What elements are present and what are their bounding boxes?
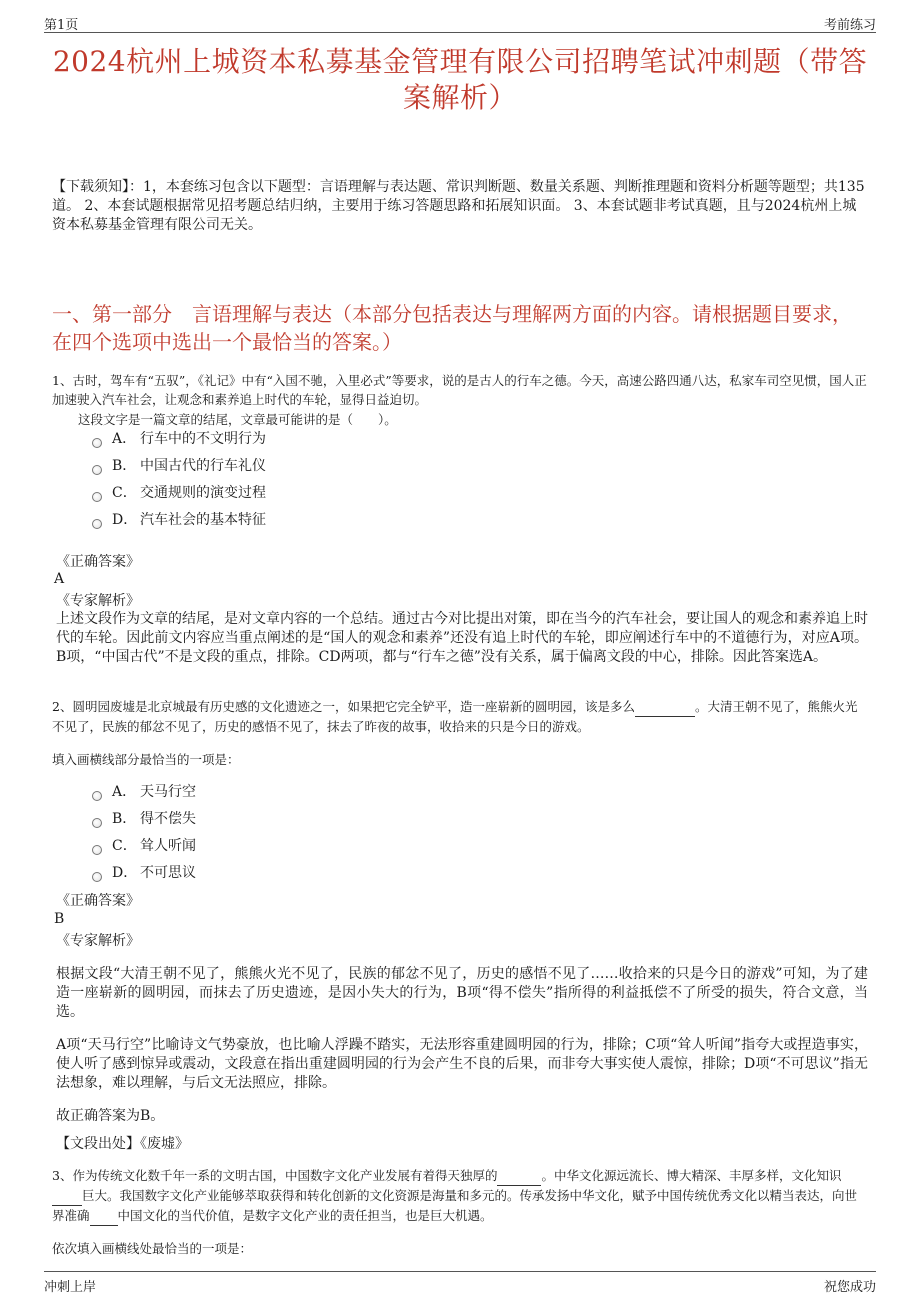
page-header bbox=[44, 10, 876, 33]
radio-icon[interactable] bbox=[92, 438, 102, 448]
radio-icon[interactable] bbox=[92, 492, 102, 502]
footer-right: 祝您成功 bbox=[823, 1280, 876, 1295]
option-b[interactable]: B． 得不偿失 bbox=[92, 806, 196, 833]
question-1-options bbox=[92, 426, 266, 534]
section-heading: 一、第一部分 言语理解与表达（本部分包括表达与理解两方面的内容。请根据题目要求，在四个选项中选出一个最恰当的答案。） bbox=[52, 302, 852, 354]
text-source: 【文段出处】《废墟》 bbox=[56, 1136, 189, 1152]
question-1-text: 1、古时，驾车有“五驭”，《礼记》中有“入国不驰，入里必式”等要求，说的是古人的行车之德。今天，高速公路四通八达，私家车司空见惯，国人正加速驶入汽车社会，让观念和素养追上时代的车轮，显得日益迫切。 bbox=[52, 373, 867, 407]
page-footer bbox=[44, 1271, 876, 1298]
option-c[interactable]: C． 耸人听闻 bbox=[92, 833, 196, 860]
option-a[interactable]: A． 天马行空 bbox=[92, 779, 196, 806]
answer-label: 《正确答案》 bbox=[56, 554, 140, 570]
question-2-text: 2、圆明园废墟是北京城最有历史感的文化遗迹之一，如果把它完全铲平，造一座崭新的圆明园，该是多么 。大清王朝不见了，熊熊火光不见了，民族的郁忿不见了，历史的感悟不见了，抹去了昨夜的故事，收拾来的只是今日的游戏。 bbox=[52, 699, 858, 734]
analysis-text: 根据文段“大清王朝不见了，熊熊火光不见了，民族的郁忿不见了，历史的感悟不见了……收拾来的只是今日的游戏”可知，为了建造一座崭新的圆明园，而抹去了历史遗迹，是因小失大的行为，B项“得不偿失”指所得的利益抵偿不了所受的损失，符合文意，当选。 A项“天马行空”比喻诗文气势豪放，也比喻人浮躁不踏实，无法形容重建圆明园的行为，排除；C项“耸人听闻”指夸大或捏造事实，使人听了感到惊异或震动，文段意在指出重建圆明园的行为会产生不良的后果，而非夸大事实使人震惊，排除；D项“不可思议”指无法想象，难以理解，与后文无法照应，排除。 故正确答案为B。 bbox=[56, 966, 868, 1124]
option-c[interactable]: C． 交通规则的演变过程 bbox=[92, 480, 266, 507]
answer-blank bbox=[52, 1186, 82, 1206]
answer-label: 《正确答案》 bbox=[56, 893, 140, 909]
question-1-stem: 这段文字是一篇文章的结尾，文章最可能讲的是（ ）。 bbox=[78, 412, 397, 427]
answer-value: B bbox=[54, 911, 65, 927]
option-d[interactable]: D． 不可思议 bbox=[92, 860, 196, 887]
footer-left: 冲刺上岸 bbox=[44, 1280, 97, 1295]
question-2-stem: 填入画横线部分最恰当的一项是： bbox=[52, 752, 240, 767]
analysis-text: 上述文段作为文章的结尾，是对文章内容的一个总结。通过古今对比提出对策，即在当今的汽车社会，要让国人的观念和素养追上时代的车轮。因此前文内容应当重点阐述的是“国人的观念和素养”还没有追上时代的车轮，即应阐述行车中的不道德行为，对应A项。B项，“中国古代”不是文段的重点，排除。CD两项，都与“行车之德”没有关系，属于偏离文段的中心，排除。因此答案选A。 bbox=[56, 611, 868, 665]
download-notice: 【下载须知】：1，本套练习包含以下题型：言语理解与表达题、常识判断题、数量关系题、判断推理题和资料分析题等题型；共135道。 2、本套试题根据常见招考题总结归纳，主要用于练习答题思路和拓展知识面。 3、本套试题非考试真题，且与2024杭州上城资本私募基金管理有限公司无关。 bbox=[52, 179, 865, 233]
answer-value: A bbox=[54, 571, 65, 587]
option-d[interactable]: D． 汽车社会的基本特征 bbox=[92, 507, 266, 534]
answer-blank bbox=[90, 1206, 118, 1226]
option-b[interactable]: B． 中国古代的行车礼仪 bbox=[92, 453, 266, 480]
radio-icon[interactable] bbox=[92, 845, 102, 855]
radio-icon[interactable] bbox=[92, 465, 102, 475]
radio-icon[interactable] bbox=[92, 872, 102, 882]
analysis-label: 《专家解析》 bbox=[56, 933, 140, 949]
page-number: 第1页 bbox=[44, 18, 79, 33]
question-3-text: 3、作为传统文化数千年一系的文明古国，中国数字文化产业发展有着得天独厚的 。中华文化源远流长、博大精深、丰厚多样，文化知识 巨大。我国数字文化产业能够萃取获得和转化创新的文化资源是海量和多元的。传承发扬中华文化，赋予中国传统优秀文化以精当表达，向世界准确 中国文化的当代价值，是数字文化产业的责任担当，也是巨大机遇。 bbox=[52, 1166, 868, 1226]
analysis-label: 《专家解析》 bbox=[56, 593, 140, 609]
radio-icon[interactable] bbox=[92, 791, 102, 801]
document-title: 2024杭州上城资本私募基金管理有限公司招聘笔试冲刺题（带答案解析） bbox=[52, 45, 868, 114]
option-a[interactable]: A． 行车中的不文明行为 bbox=[92, 426, 266, 453]
radio-icon[interactable] bbox=[92, 818, 102, 828]
radio-icon[interactable] bbox=[92, 519, 102, 529]
question-3-stem: 依次填入画横线处最恰当的一项是： bbox=[52, 1241, 253, 1256]
answer-blank bbox=[497, 1166, 541, 1186]
header-label: 考前练习 bbox=[823, 18, 876, 33]
answer-blank bbox=[635, 697, 695, 717]
question-2-options bbox=[92, 779, 196, 887]
